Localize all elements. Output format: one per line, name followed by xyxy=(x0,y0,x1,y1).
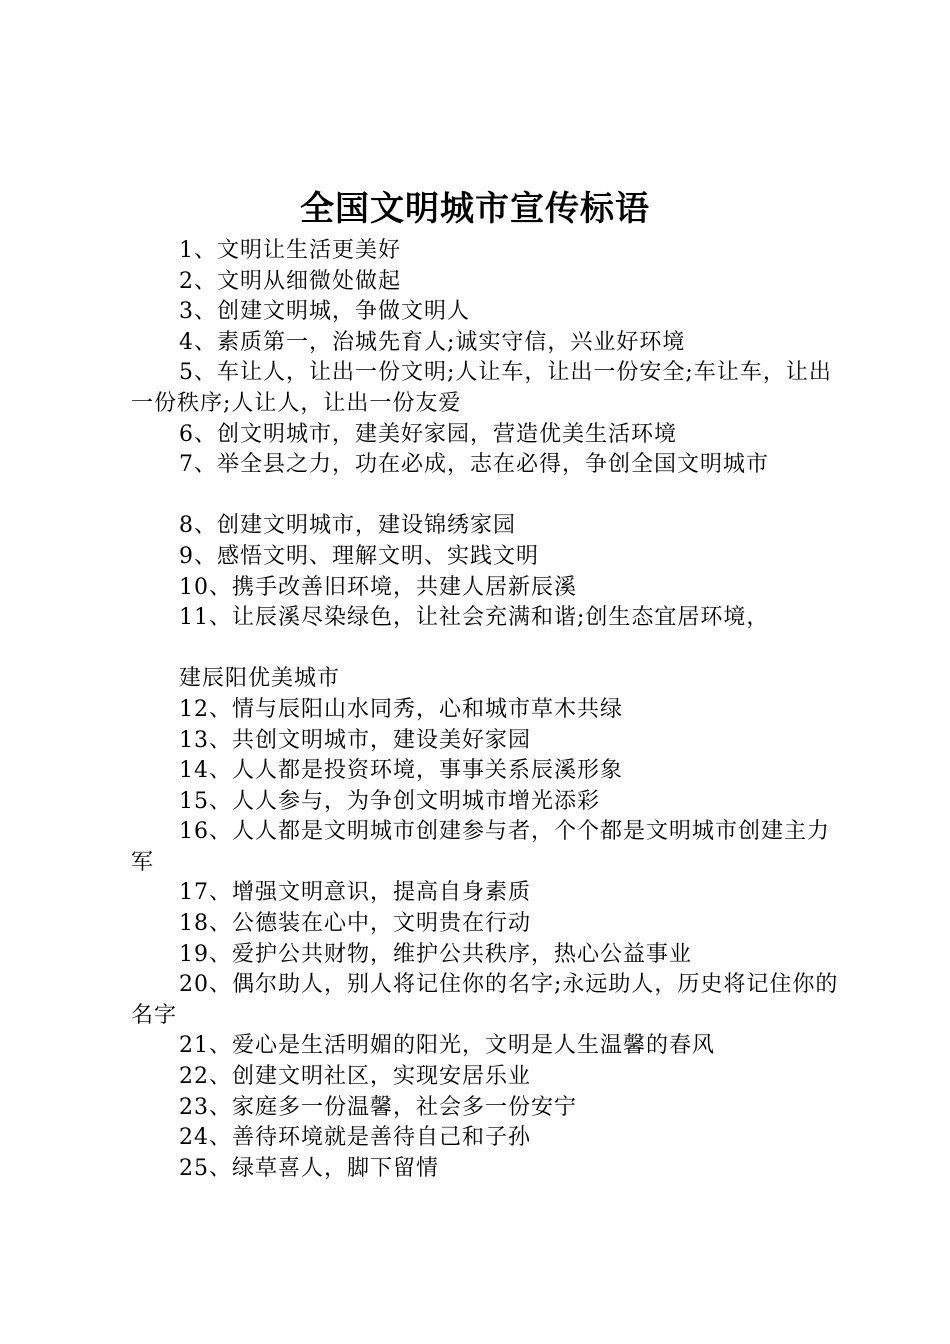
slogan-11-continued: 建辰阳优美城市 xyxy=(179,666,341,692)
slogan-1: 1、文明让生活更美好 xyxy=(179,238,401,263)
slogan-7: 7、举全县之力，功在必成，志在必得，争创全国文明城市 xyxy=(179,452,769,478)
slogan-3: 3、创建文明城，争做文明人 xyxy=(179,299,470,325)
slogan-16: 16、人人都是文明城市创建参与者，个个都是文明城市创建主力军 xyxy=(131,819,830,875)
slogan-4: 4、素质第一，治城先育人;诚实守信，兴业好环境 xyxy=(179,329,686,355)
slogan-14: 14、人人都是投资环境，事事关系辰溪形象 xyxy=(179,758,623,784)
slogan-9: 9、感悟文明、理解文明、实践文明 xyxy=(179,543,539,569)
slogan-24: 24、善待环境就是善待自己和子孙 xyxy=(179,1125,531,1151)
document-title: 全国文明城市宣传标语 xyxy=(300,189,650,229)
slogan-8: 8、创建文明城市，建设锦绣家园 xyxy=(179,513,516,539)
slogan-15: 15、人人参与，为争创文明城市增光添彩 xyxy=(179,788,600,814)
slogan-11: 11、让辰溪尽染绿色，让社会充满和谐;创生态宜居环境， xyxy=(179,605,770,631)
slogan-2: 2、文明从细微处做起 xyxy=(179,268,401,294)
slogan-23: 23、家庭多一份温馨，社会多一份安宁 xyxy=(179,1094,577,1120)
slogan-22: 22、创建文明社区，实现安居乐业 xyxy=(179,1064,531,1090)
slogan-19: 19、爱护公共财物，维护公共秩序，热心公益事业 xyxy=(179,941,692,967)
blank-line xyxy=(131,481,843,512)
slogan-20: 20、偶尔助人，别人将记住你的名字;永远助人，历史将记住你的名字 xyxy=(131,972,839,1028)
blank-line xyxy=(131,634,843,665)
slogan-21: 21、爱心是生活明媚的阳光，文明是人生温馨的春风 xyxy=(179,1033,715,1059)
document-body xyxy=(131,236,843,1184)
slogan-17: 17、增强文明意识，提高自身素质 xyxy=(179,880,531,906)
slogan-5: 5、车让人，让出一份文明;人让车，让出一份安全;车让车，让出一份秩序;人让人，让出一份友爱 xyxy=(131,360,832,416)
slogan-13: 13、共创文明城市，建设美好家园 xyxy=(179,727,531,753)
slogan-6: 6、创文明城市，建美好家园，营造优美生活环境 xyxy=(179,421,677,447)
slogan-18: 18、公德装在心中，文明贵在行动 xyxy=(179,911,531,937)
slogan-10: 10、携手改善旧环境，共建人居新辰溪 xyxy=(179,574,577,600)
slogan-12: 12、情与辰阳山水同秀，心和城市草木共绿 xyxy=(179,696,623,722)
slogan-25: 25、绿草喜人，脚下留情 xyxy=(179,1155,439,1181)
